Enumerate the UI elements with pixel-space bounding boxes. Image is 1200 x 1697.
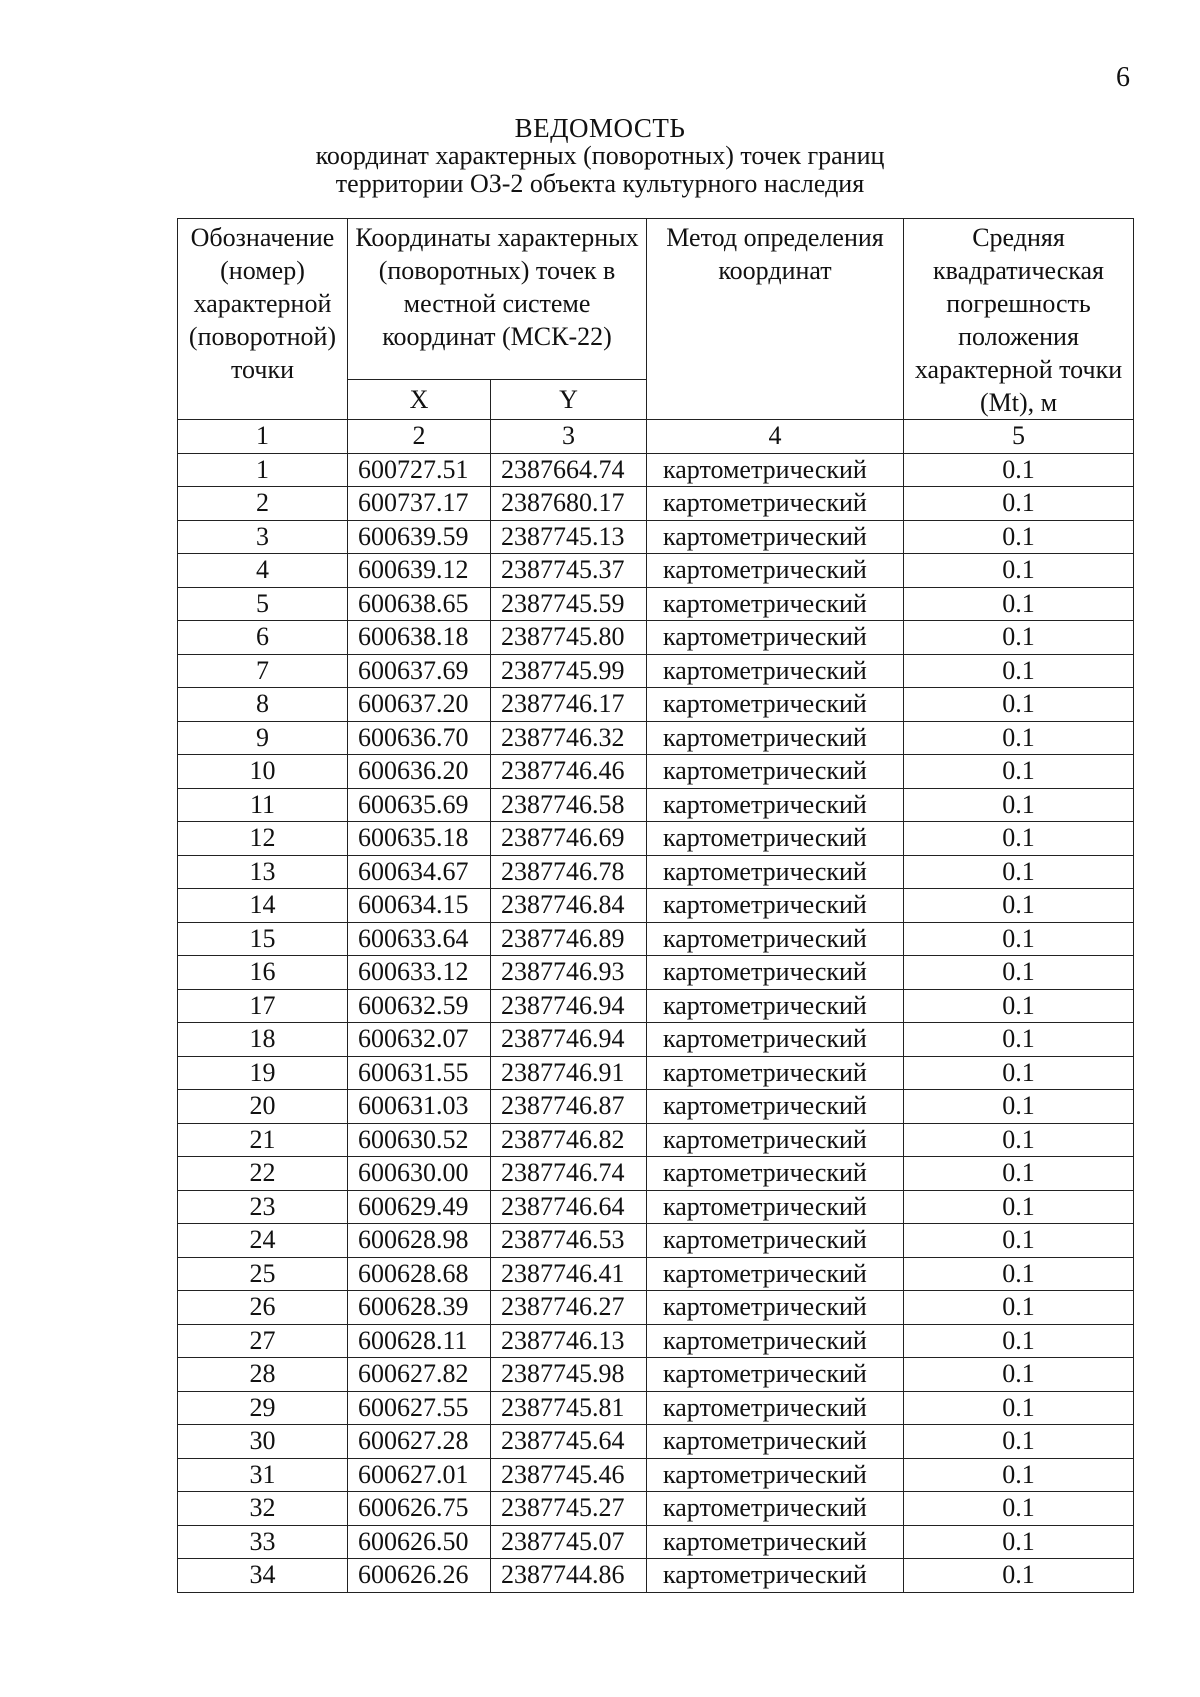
header-error: Средняя квадратическая погрешность положения характерной точки (Mt), м	[904, 219, 1134, 420]
column-number: 4	[647, 420, 904, 454]
error-cell: 0.1	[904, 1090, 1134, 1124]
x-coordinate-cell: 600634.67	[348, 855, 491, 889]
title-main: ВЕДОМОСТЬ	[514, 113, 686, 143]
method-cell: картометрический	[647, 1324, 904, 1358]
y-coordinate-cell: 2387746.64	[491, 1190, 647, 1224]
y-coordinate-cell: 2387744.86	[491, 1559, 647, 1593]
table-row	[178, 1391, 1134, 1425]
error-cell: 0.1	[904, 1425, 1134, 1459]
table-row	[178, 520, 1134, 554]
method-cell: картометрический	[647, 1525, 904, 1559]
y-coordinate-cell: 2387746.13	[491, 1324, 647, 1358]
y-coordinate-cell: 2387745.07	[491, 1525, 647, 1559]
header-x: X	[348, 380, 491, 420]
y-coordinate-cell: 2387746.58	[491, 788, 647, 822]
table-row	[178, 688, 1134, 722]
header-coordinates: Координаты характерных (поворотных) точек в местной системе координат (МСК-22)	[348, 219, 647, 380]
error-cell: 0.1	[904, 788, 1134, 822]
method-cell: картометрический	[647, 654, 904, 688]
y-coordinate-cell: 2387745.99	[491, 654, 647, 688]
error-cell: 0.1	[904, 889, 1134, 923]
coordinates-table	[177, 218, 1134, 1593]
table-row	[178, 1291, 1134, 1325]
x-coordinate-cell: 600627.55	[348, 1391, 491, 1425]
point-number-cell: 25	[178, 1257, 348, 1291]
point-number-cell: 5	[178, 587, 348, 621]
point-number-cell: 7	[178, 654, 348, 688]
error-cell: 0.1	[904, 621, 1134, 655]
y-coordinate-cell: 2387745.13	[491, 520, 647, 554]
table-row	[178, 956, 1134, 990]
table-row	[178, 1023, 1134, 1057]
table-row	[178, 1090, 1134, 1124]
method-cell: картометрический	[647, 956, 904, 990]
column-number: 5	[904, 420, 1134, 454]
point-number-cell: 3	[178, 520, 348, 554]
error-cell: 0.1	[904, 1291, 1134, 1325]
table-row	[178, 1425, 1134, 1459]
y-coordinate-cell: 2387746.41	[491, 1257, 647, 1291]
point-number-cell: 32	[178, 1492, 348, 1526]
table-row	[178, 554, 1134, 588]
y-coordinate-cell: 2387745.81	[491, 1391, 647, 1425]
point-number-cell: 14	[178, 889, 348, 923]
y-coordinate-cell: 2387745.64	[491, 1425, 647, 1459]
x-coordinate-cell: 600628.98	[348, 1224, 491, 1258]
table-row	[178, 922, 1134, 956]
point-number-cell: 12	[178, 822, 348, 856]
error-cell: 0.1	[904, 1559, 1134, 1593]
table-row	[178, 487, 1134, 521]
document-title	[0, 114, 1200, 198]
y-coordinate-cell: 2387746.27	[491, 1291, 647, 1325]
table-row	[178, 1458, 1134, 1492]
point-number-cell: 16	[178, 956, 348, 990]
error-cell: 0.1	[904, 1492, 1134, 1526]
point-number-cell: 15	[178, 922, 348, 956]
error-cell: 0.1	[904, 1157, 1134, 1191]
header-method: Метод определения координат	[647, 219, 904, 420]
method-cell: картометрический	[647, 1190, 904, 1224]
method-cell: картометрический	[647, 989, 904, 1023]
table-row	[178, 721, 1134, 755]
method-cell: картометрический	[647, 922, 904, 956]
table-row	[178, 855, 1134, 889]
y-coordinate-cell: 2387745.46	[491, 1458, 647, 1492]
method-cell: картометрический	[647, 1224, 904, 1258]
error-cell: 0.1	[904, 855, 1134, 889]
y-coordinate-cell: 2387746.93	[491, 956, 647, 990]
y-coordinate-cell: 2387746.74	[491, 1157, 647, 1191]
x-coordinate-cell: 600627.28	[348, 1425, 491, 1459]
point-number-cell: 9	[178, 721, 348, 755]
error-cell: 0.1	[904, 1056, 1134, 1090]
table-row	[178, 1157, 1134, 1191]
x-coordinate-cell: 600633.12	[348, 956, 491, 990]
error-cell: 0.1	[904, 1257, 1134, 1291]
y-coordinate-cell: 2387746.94	[491, 1023, 647, 1057]
x-coordinate-cell: 600631.55	[348, 1056, 491, 1090]
point-number-cell: 34	[178, 1559, 348, 1593]
error-cell: 0.1	[904, 554, 1134, 588]
method-cell: картометрический	[647, 1023, 904, 1057]
error-cell: 0.1	[904, 487, 1134, 521]
table-row	[178, 1190, 1134, 1224]
y-coordinate-cell: 2387746.17	[491, 688, 647, 722]
x-coordinate-cell: 600639.12	[348, 554, 491, 588]
method-cell: картометрический	[647, 721, 904, 755]
y-coordinate-cell: 2387664.74	[491, 453, 647, 487]
table-row	[178, 621, 1134, 655]
table-row	[178, 889, 1134, 923]
error-cell: 0.1	[904, 1391, 1134, 1425]
y-coordinate-cell: 2387746.87	[491, 1090, 647, 1124]
error-cell: 0.1	[904, 1224, 1134, 1258]
point-number-cell: 29	[178, 1391, 348, 1425]
table-row	[178, 1358, 1134, 1392]
x-coordinate-cell: 600627.01	[348, 1458, 491, 1492]
method-cell: картометрический	[647, 1056, 904, 1090]
error-cell: 0.1	[904, 822, 1134, 856]
y-coordinate-cell: 2387746.94	[491, 989, 647, 1023]
x-coordinate-cell: 600628.39	[348, 1291, 491, 1325]
header-y: Y	[491, 380, 647, 420]
method-cell: картометрический	[647, 587, 904, 621]
point-number-cell: 20	[178, 1090, 348, 1124]
y-coordinate-cell: 2387745.59	[491, 587, 647, 621]
table-row	[178, 1492, 1134, 1526]
point-number-cell: 1	[178, 453, 348, 487]
point-number-cell: 4	[178, 554, 348, 588]
error-cell: 0.1	[904, 721, 1134, 755]
x-coordinate-cell: 600631.03	[348, 1090, 491, 1124]
header-designation: Обозначение (номер) характерной (поворотной) точки	[178, 219, 348, 420]
x-coordinate-cell: 600632.07	[348, 1023, 491, 1057]
x-coordinate-cell: 600626.75	[348, 1492, 491, 1526]
method-cell: картометрический	[647, 1291, 904, 1325]
error-cell: 0.1	[904, 1458, 1134, 1492]
point-number-cell: 10	[178, 755, 348, 789]
point-number-cell: 26	[178, 1291, 348, 1325]
method-cell: картометрический	[647, 621, 904, 655]
method-cell: картометрический	[647, 453, 904, 487]
method-cell: картометрический	[647, 554, 904, 588]
method-cell: картометрический	[647, 1492, 904, 1526]
method-cell: картометрический	[647, 755, 904, 789]
point-number-cell: 17	[178, 989, 348, 1023]
method-cell: картометрический	[647, 1391, 904, 1425]
table-row	[178, 788, 1134, 822]
y-coordinate-cell: 2387680.17	[491, 487, 647, 521]
y-coordinate-cell: 2387745.80	[491, 621, 647, 655]
error-cell: 0.1	[904, 956, 1134, 990]
point-number-cell: 30	[178, 1425, 348, 1459]
column-number: 3	[491, 420, 647, 454]
point-number-cell: 31	[178, 1458, 348, 1492]
error-cell: 0.1	[904, 1358, 1134, 1392]
point-number-cell: 2	[178, 487, 348, 521]
y-coordinate-cell: 2387746.69	[491, 822, 647, 856]
x-coordinate-cell: 600632.59	[348, 989, 491, 1023]
column-number: 2	[348, 420, 491, 454]
error-cell: 0.1	[904, 1525, 1134, 1559]
error-cell: 0.1	[904, 453, 1134, 487]
x-coordinate-cell: 600633.64	[348, 922, 491, 956]
page-number: 6	[1116, 62, 1130, 93]
x-coordinate-cell: 600630.00	[348, 1157, 491, 1191]
method-cell: картометрический	[647, 1358, 904, 1392]
x-coordinate-cell: 600626.26	[348, 1559, 491, 1593]
point-number-cell: 11	[178, 788, 348, 822]
y-coordinate-cell: 2387746.89	[491, 922, 647, 956]
x-coordinate-cell: 600639.59	[348, 520, 491, 554]
table-row	[178, 1224, 1134, 1258]
x-coordinate-cell: 600635.18	[348, 822, 491, 856]
table-row	[178, 1559, 1134, 1593]
error-cell: 0.1	[904, 520, 1134, 554]
point-number-cell: 24	[178, 1224, 348, 1258]
error-cell: 0.1	[904, 1190, 1134, 1224]
y-coordinate-cell: 2387745.37	[491, 554, 647, 588]
method-cell: картометрический	[647, 1123, 904, 1157]
method-cell: картометрический	[647, 1257, 904, 1291]
error-cell: 0.1	[904, 688, 1134, 722]
method-cell: картометрический	[647, 487, 904, 521]
x-coordinate-cell: 600627.82	[348, 1358, 491, 1392]
x-coordinate-cell: 600637.20	[348, 688, 491, 722]
point-number-cell: 6	[178, 621, 348, 655]
y-coordinate-cell: 2387746.84	[491, 889, 647, 923]
table-row	[178, 587, 1134, 621]
x-coordinate-cell: 600636.70	[348, 721, 491, 755]
point-number-cell: 33	[178, 1525, 348, 1559]
x-coordinate-cell: 600727.51	[348, 453, 491, 487]
y-coordinate-cell: 2387746.53	[491, 1224, 647, 1258]
table-row	[178, 654, 1134, 688]
error-cell: 0.1	[904, 922, 1134, 956]
y-coordinate-cell: 2387746.46	[491, 755, 647, 789]
point-number-cell: 18	[178, 1023, 348, 1057]
error-cell: 0.1	[904, 755, 1134, 789]
y-coordinate-cell: 2387746.78	[491, 855, 647, 889]
table-row	[178, 1525, 1134, 1559]
x-coordinate-cell: 600628.68	[348, 1257, 491, 1291]
point-number-cell: 27	[178, 1324, 348, 1358]
point-number-cell: 21	[178, 1123, 348, 1157]
y-coordinate-cell: 2387746.82	[491, 1123, 647, 1157]
method-cell: картометрический	[647, 1157, 904, 1191]
method-cell: картометрический	[647, 855, 904, 889]
method-cell: картометрический	[647, 1425, 904, 1459]
column-number: 1	[178, 420, 348, 454]
table-row	[178, 1056, 1134, 1090]
x-coordinate-cell: 600635.69	[348, 788, 491, 822]
y-coordinate-cell: 2387746.32	[491, 721, 647, 755]
column-number-row	[178, 420, 1134, 454]
table-row	[178, 1257, 1134, 1291]
method-cell: картометрический	[647, 520, 904, 554]
y-coordinate-cell: 2387746.91	[491, 1056, 647, 1090]
x-coordinate-cell: 600629.49	[348, 1190, 491, 1224]
table-row	[178, 822, 1134, 856]
x-coordinate-cell: 600638.65	[348, 587, 491, 621]
error-cell: 0.1	[904, 654, 1134, 688]
method-cell: картометрический	[647, 1090, 904, 1124]
title-line-2: территории ОЗ-2 объекта культурного наследия	[335, 169, 865, 198]
x-coordinate-cell: 600628.11	[348, 1324, 491, 1358]
error-cell: 0.1	[904, 989, 1134, 1023]
method-cell: картометрический	[647, 688, 904, 722]
method-cell: картометрический	[647, 1559, 904, 1593]
x-coordinate-cell: 600634.15	[348, 889, 491, 923]
y-coordinate-cell: 2387745.98	[491, 1358, 647, 1392]
x-coordinate-cell: 600630.52	[348, 1123, 491, 1157]
point-number-cell: 19	[178, 1056, 348, 1090]
error-cell: 0.1	[904, 587, 1134, 621]
y-coordinate-cell: 2387745.27	[491, 1492, 647, 1526]
title-line-1: координат характерных (поворотных) точек границ	[315, 141, 885, 170]
method-cell: картометрический	[647, 788, 904, 822]
method-cell: картометрический	[647, 889, 904, 923]
table-row	[178, 755, 1134, 789]
point-number-cell: 23	[178, 1190, 348, 1224]
method-cell: картометрический	[647, 1458, 904, 1492]
table-row	[178, 453, 1134, 487]
x-coordinate-cell: 600637.69	[348, 654, 491, 688]
error-cell: 0.1	[904, 1023, 1134, 1057]
error-cell: 0.1	[904, 1324, 1134, 1358]
table-row	[178, 1324, 1134, 1358]
x-coordinate-cell: 600638.18	[348, 621, 491, 655]
x-coordinate-cell: 600737.17	[348, 487, 491, 521]
point-number-cell: 28	[178, 1358, 348, 1392]
table-row	[178, 989, 1134, 1023]
x-coordinate-cell: 600636.20	[348, 755, 491, 789]
table-row	[178, 1123, 1134, 1157]
error-cell: 0.1	[904, 1123, 1134, 1157]
point-number-cell: 22	[178, 1157, 348, 1191]
x-coordinate-cell: 600626.50	[348, 1525, 491, 1559]
point-number-cell: 13	[178, 855, 348, 889]
point-number-cell: 8	[178, 688, 348, 722]
table-body	[178, 453, 1134, 1592]
method-cell: картометрический	[647, 822, 904, 856]
